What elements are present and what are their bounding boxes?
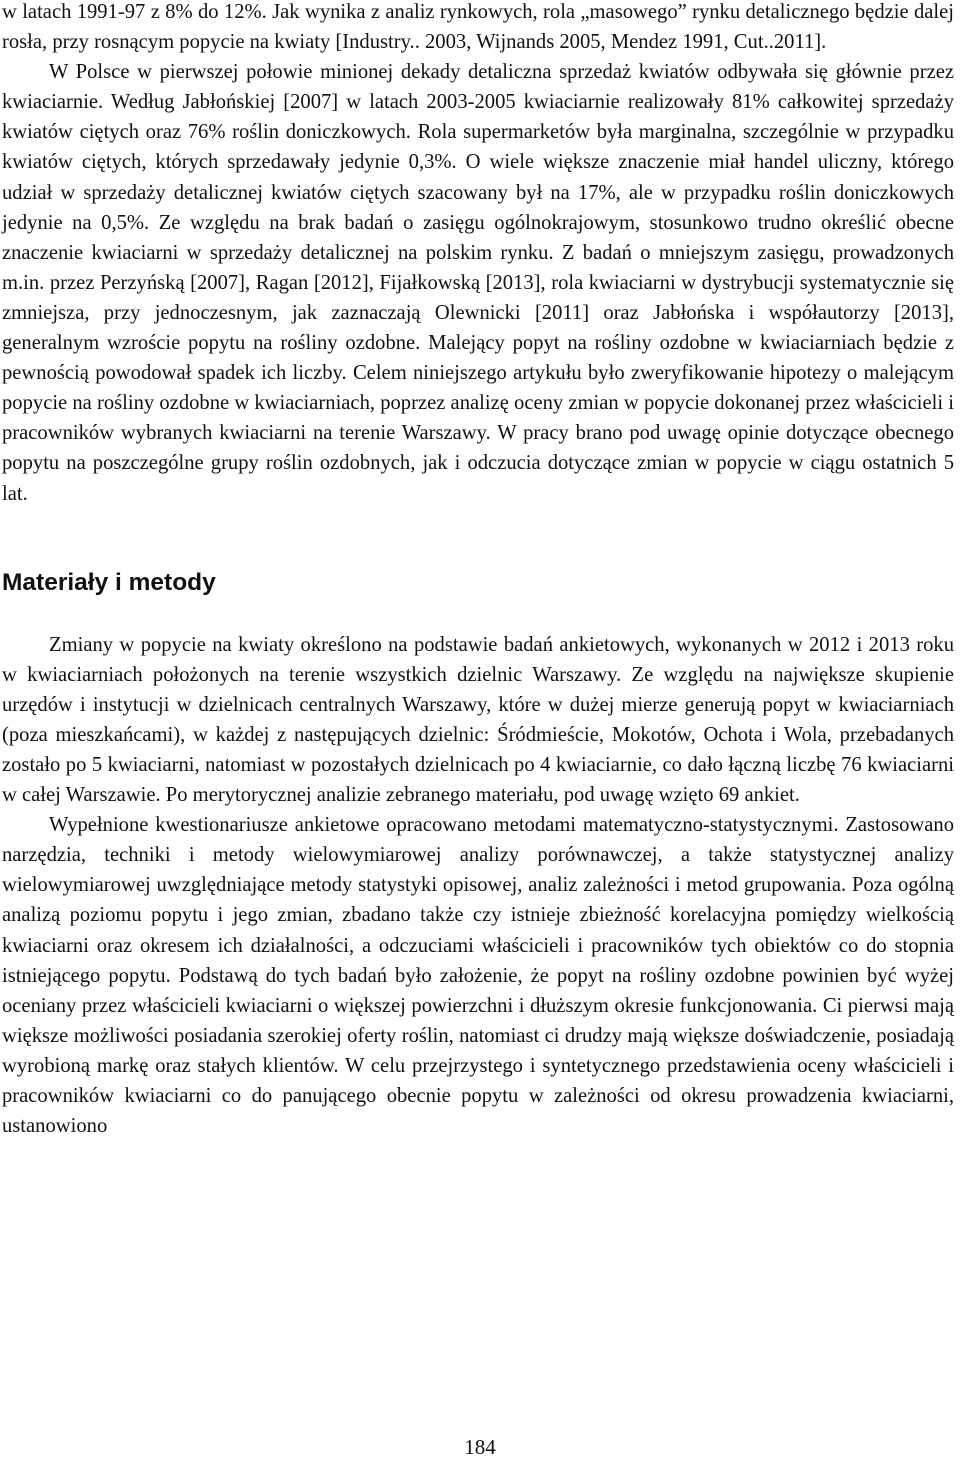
page-number: 184 [464,1435,496,1459]
paragraph-retail-flowers-poland: W Polsce w pierwszej połowie minionej dekady detaliczna sprzedaż kwiatów odbywała się głównie przez kwiaciarnie. Według Jabłońskiej [2007] w latach 2003-2005 kwiaciarnie realizowały 81% całkowitej sprzedaży kwiatów ciętych oraz 76% roślin doniczkowych. Rola supermarketów była marginalna, szczególnie w przypadku kwiatów ciętych, których sprzedawały jedynie 0,3%. O wiele większe znaczenie miał handel uliczny, którego udział w sprzedaży detalicznej kwiatów ciętych szacowany był na 17%, ale w przypadku roślin doniczkowych jedynie na 0,5%. Ze względu na brak badań o zasięgu ogólnokrajowym, stosunkowo trudno określić obecne znaczenie kwiaciarni w sprzedaży detalicznej na polskim rynku. Z badań o mniejszym zasięgu, prowadzonych m.in. przez Perzyńską [2007], Ragan [2012], Fijałkowską [2013], rola kwiaciarni w dystrybucji systematycznie się zmniejsza, przy jednoczesnym, jak zaznaczają Olewnicki [2011] oraz Jabłońska i współautorzy [2013], generalnym wzroście popytu na rośliny ozdobne. Malejący popyt na rośliny ozdobne w kwiaciarniach będzie z pewnością powodował spadek ich liczby. Celem niniejszego artykułu było zweryfikowanie hipotezy o malejącym popycie na rośliny ozdobne w kwiaciarniach, poprzez analizę oceny zmian w popycie dokonanej przez właścicieli i pracowników wybranych kwiaciarni na terenie Warszawy. W pracy brano pod uwagę opinie dotyczące obecnego popytu na poszczególne grupy roślin ozdobnych, jak i odczucia dotyczące zmian w popycie w ciągu ostatnich 5 lat. [2,61,954,505]
paragraph-continued-intro: w latach 1991-97 z 8% do 12%. Jak wynika z analiz rynkowych, rola „masowego” rynku detalicznego będzie dalej rosła, przy rosnącym popycie na kwiaty [Industry.. 2003, Wijnands 2005, Mendez 1991, Cut..2011]. [2,1,954,54]
section-heading-materials-methods: Materiały i metody [2,568,216,596]
paragraph-statistical-methods: Wypełnione kwestionariusze ankietowe opracowano metodami matematyczno-statystycznymi. Zastosowano narzędzia, techniki i metody wielowymiarowej analizy porównawczej, a także statystycznej analizy wielowymiarowej uwzględniające metody statystyki opisowej, analiz zależności i metod grupowania. Poza ogólną analizą poziomu popytu i jego zmian, zbadano także czy istnieje zbieżność korelacyjna pomiędzy wielkością kwiaciarni oraz okresem ich działalności, a odczuciami właścicieli i pracowników tych obiektów co do stopnia istniejącego popytu. Podstawą do tych badań było założenie, że popyt na rośliny ozdobne powinien być wyżej oceniany przez właścicieli kwiaciarni o większej powierzchni i dłuższym okresie funkcjonowania. Ci pierwsi mają większe możliwości posiadania szerokiej oferty roślin, natomiast ci drudzy mają większe doświadczenie, posiadają wyrobioną markę oraz stałych klientów. W celu przejrzystego i syntetycznego przedstawienia oceny właścicieli i pracowników kwiaciarni co do panującego obecnie popytu w zależności od okresu prowadzenia kwiaciarni, ustanowiono [2,814,954,1138]
paragraph-survey-description: Zmiany w popycie na kwiaty określono na podstawie badań ankietowych, wykonanych w 2012 i 2013 roku w kwiaciarniach położonych na terenie wszystkich dzielnic Warszawy. Ze względu na największe skupienie urzędów i instytucji w dzielnicach centralnych Warszawy, które w dużej mierze generują popyt w kwiaciarniach (poza mieszkańcami), w każdej z następujących dzielnic: Śródmieście, Mokotów, Ochota i Wola, przebadanych zostało po 5 kwiaciarni, natomiast w pozostałych dzielnicach po 4 kwiaciarnie, co dało łączną liczbę 76 kwiaciarni w całej Warszawie. Po merytorycznej analizie zebranego materiału, pod uwagę wzięto 69 ankiet. [2,633,954,807]
